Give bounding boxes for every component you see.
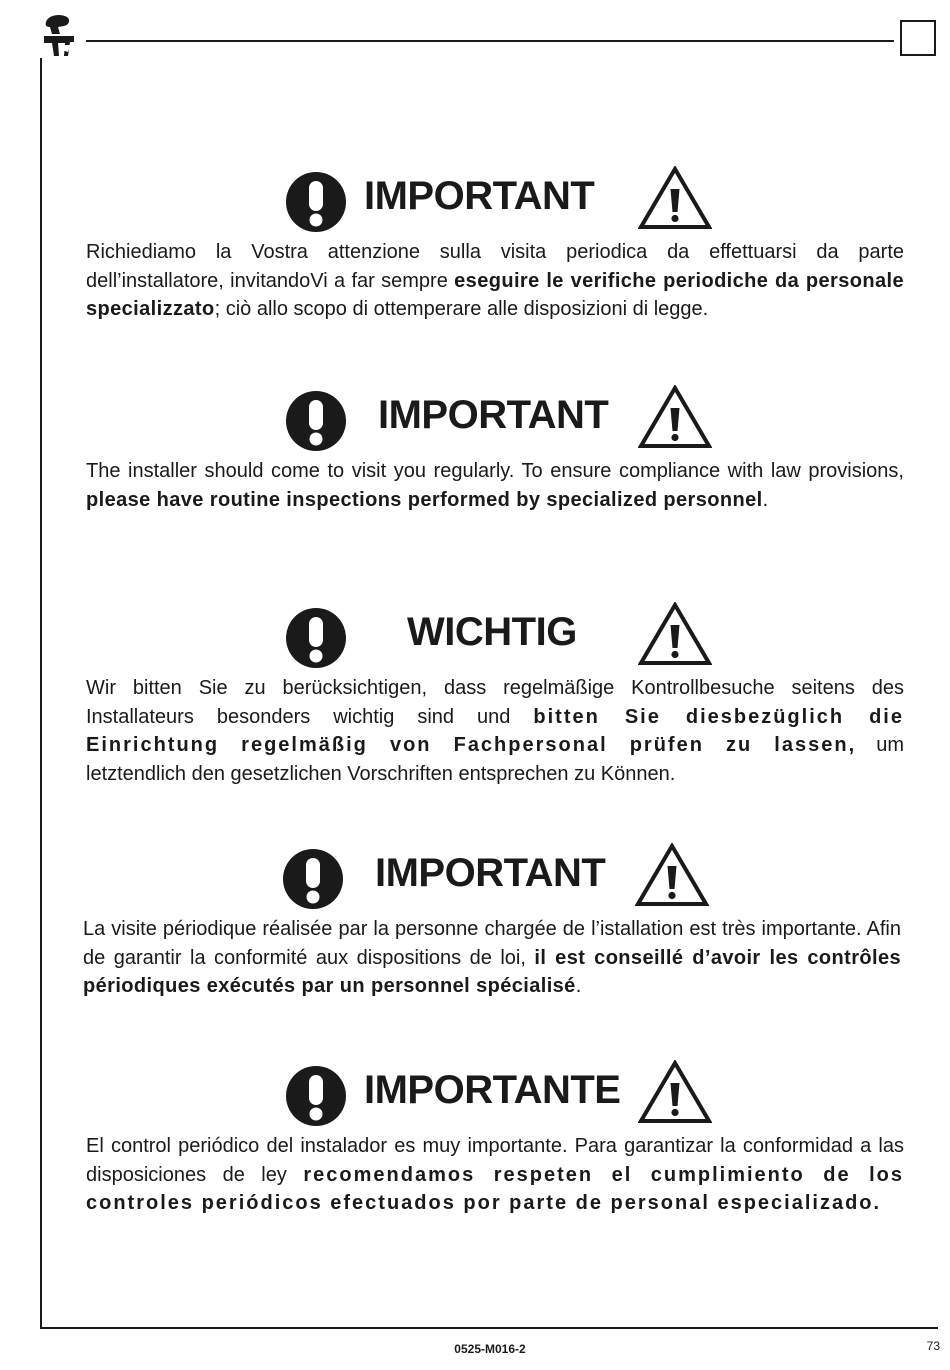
notice-section-french [83,843,901,1001]
section-paragraph: Wir bitten Sie zu berücksichtigen, dass regelmäßige Kontrollbesuche seitens des Installateurs besonders wichtig sind und bitten Sie diesbezüglich die Einrichtung regelmäßig von Fachpersonal prüfen zu lassen, um letztendlich den gesetzlichen Vorschriften entsprechen zu Können. [86,677,905,785]
notice-section-spanish [86,1060,904,1218]
section-paragraph: El control periódico del instalador es muy importante. Para garantizar la conformidad a las disposiciones de ley recomendamos respeten el cumplimiento de los controles periódicos efectuados por parte de personal especializado. [86,1135,904,1214]
warning-triangle-icon [638,166,712,230]
exclamation-circle-icon [286,391,346,451]
exclamation-circle-icon [286,1066,346,1126]
section-heading: IMPORTANT [375,851,606,895]
brand-logo-icon [40,12,80,58]
section-heading: IMPORTANTE [364,1068,621,1112]
warning-triangle-icon [635,843,709,907]
footer-rule [40,1327,938,1329]
exclamation-circle-icon [283,849,343,909]
warning-triangle-icon [638,385,712,449]
section-heading: IMPORTANT [364,174,595,218]
section-heading: WICHTIG [407,610,577,654]
warning-triangle-icon [638,1060,712,1124]
page-number: 73 [926,1339,940,1353]
section-paragraph: The installer should come to visit you regularly. To ensure compliance with law provisions, please have routine inspections performed by specialized personnel. [86,460,904,511]
left-margin-rule [40,58,42,1328]
exclamation-circle-icon [286,172,346,232]
exclamation-circle-icon [286,608,346,668]
document-code: 0525-M016-2 [454,1342,526,1356]
header-rule [86,40,894,42]
section-paragraph: Richiediamo la Vostra attenzione sulla visita periodica da effettuarsi da parte dell’installatore, invitandoVi a far sempre eseguire le verifiche periodiche da personale specializzato; ciò allo scopo di ottemperare alle disposizioni di legge. [86,241,904,320]
warning-triangle-icon [638,602,712,666]
notice-section-german [86,602,904,788]
notice-section-italian [86,166,904,324]
empty-box-icon [900,20,936,56]
section-heading: IMPORTANT [378,393,609,437]
section-paragraph: La visite périodique réalisée par la personne chargée de l’istallation est très importante. Afin de garantir la conformité aux dispositions de loi, il est conseillé d’avoir les contrôles périodiques exécutés par un personnel spécialisé. [83,918,901,997]
notice-section-english [86,385,904,514]
